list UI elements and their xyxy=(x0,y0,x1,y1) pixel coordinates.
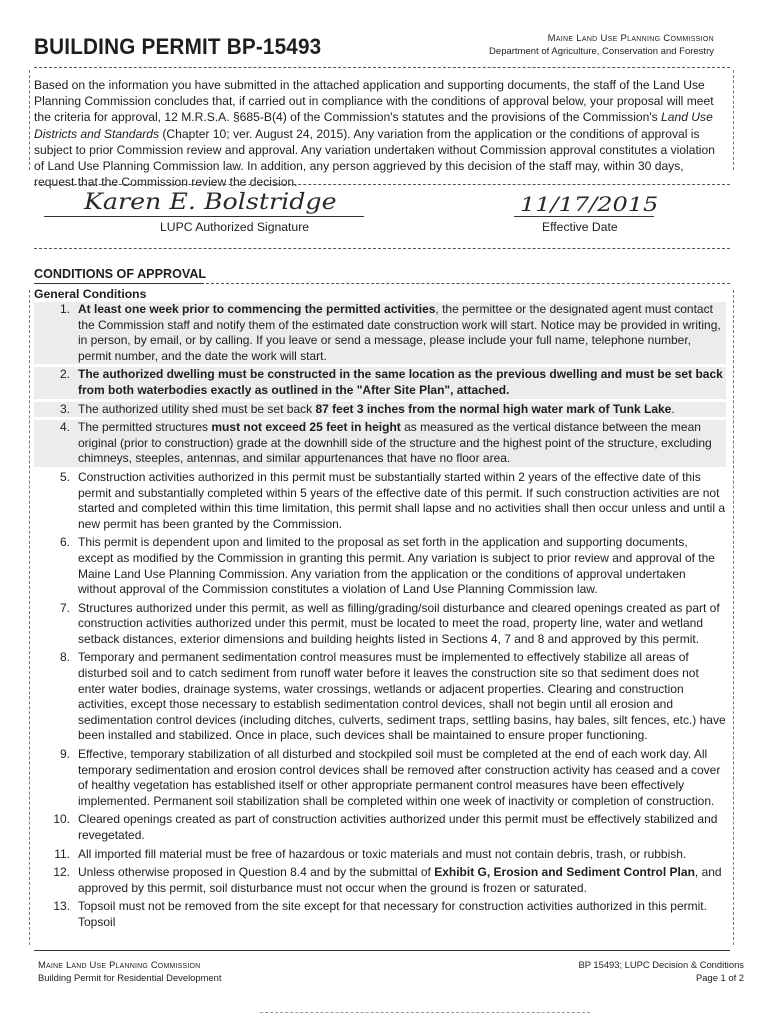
margin-rule xyxy=(733,70,734,170)
margin-rule xyxy=(29,70,30,170)
handwritten-date: 11/17/2015 xyxy=(520,192,659,216)
conditions-heading: CONDITIONS OF APPROVAL xyxy=(34,267,207,281)
divider xyxy=(206,283,730,284)
margin-rule xyxy=(733,290,734,945)
date-label: Effective Date xyxy=(542,220,618,234)
agency-name: Maine Land Use Planning Commission xyxy=(547,33,714,44)
heading-underline xyxy=(34,283,204,284)
footer-right xyxy=(578,958,744,984)
signature-line xyxy=(44,216,364,217)
conditions-list xyxy=(34,302,726,929)
signature-label: LUPC Authorized Signature xyxy=(160,220,310,234)
general-conditions-heading: General Conditions xyxy=(34,287,147,301)
scan-edge xyxy=(260,1012,590,1013)
divider xyxy=(34,184,730,185)
condition-item: 6. This permit is dependent upon and limited to the proposal as set forth in the application and supporting documents, except as modified by the Commission in granting this permit. Any variation is subject to prior review and approval of the Maine Land Use Planning Commission. Any variation from the application or the conditions of approval undertaken without approval of the Commission constitutes a violation of Land Use Planning Commission law. xyxy=(59,535,715,597)
agency-header xyxy=(489,32,714,58)
handwritten-signature: Karen E. Bolstridge xyxy=(84,190,337,215)
condition-item: 4. The permitted structures must not exceed 25 feet in height as measured as the vertical distance between the mean original (prior to construction) grade at the downhill side of the structure and the highest point of the structure, excluding chimneys, steeples, antennas, and similar appurtenances that have no floor area. xyxy=(34,420,726,467)
permit-title: BUILDING PERMIT BP-15493 xyxy=(34,34,322,59)
condition-item: 1. At least one week prior to commencing the permitted activities, the permittee or the designated agent must contact the Commission staff and notify them of the estimated date construction work will start. Notice may be provided in writing, in person, by email, or by calling. If you leave or send a message, please include your full name, telephone number, permit number, and the date the work will start. xyxy=(34,302,726,364)
condition-item: 9. Effective, temporary stabilization of all disturbed and stockpiled soil must be completed at the end of each work day. All temporary sedimentation and erosion control devices shall be removed after construction activity has ceased and a cover of healthy vegetation has established itself or other appropriate permanent control measures have been effectively implemented. Permanent soil stabilization shall be completed within one week of inactivity or completion of construction. xyxy=(59,747,721,808)
footer-doc-type: Building Permit for Residential Development xyxy=(38,972,222,983)
department-name: Department of Agriculture, Conservation and Forestry xyxy=(489,46,714,57)
condition-item: 2. The authorized dwelling must be constructed in the same location as the previous dwelling and must be set back from both waterbodies exactly as outlined in the "After Site Plan", attached. xyxy=(34,367,726,398)
footer-doc-ref: BP 15493; LUPC Decision & Conditions xyxy=(578,959,744,970)
condition-item: 12. Unless otherwise proposed in Question 8.4 and by the submittal of Exhibit G, Erosion and Sediment Control Plan, and approved by this permit, soil disturbance must not occur when the ground is frozen or saturated. xyxy=(53,865,722,895)
date-line xyxy=(514,216,654,217)
footer-agency: Maine Land Use Planning Commission xyxy=(38,959,201,970)
condition-item: 11. All imported fill material must be free of hazardous or toxic materials and must not contain debris, trash, or rubbish. xyxy=(54,846,687,861)
condition-item: 10. Cleared openings created as part of construction activities authorized under this permit must be effectively stabilized and revegetated. xyxy=(53,812,718,842)
margin-rule xyxy=(29,290,30,945)
divider xyxy=(34,248,730,249)
footer-left xyxy=(38,958,221,984)
condition-item: 7. Structures authorized under this permit, as well as filling/grading/soil disturbance and cleared openings created as part of construction activities authorized under this permit, must be located to meet the road, property line, water and wetland setback distances, exterior dimensions and building heights listed in Sections 4, 7 and 8 and approved by this permit. xyxy=(59,600,720,646)
permit-intro: Based on the information you have submitted in the attached application and supporting documents, the staff of the Land Use Planning Commission concludes that, if carried out in compliance with the conditions of approval below, your proposal will meet the criteria for approval, 12 M.R.S.A. §685-B(4) of the Commission's statutes and the provisions of the Commission's Land Use Districts and Standards (Chapter 10; ver. August 24, 2015). Any variation from the application or the conditions of approval is subject to prior Commission review and approval. Any variation undertaken without Commission approval constitutes a violation of Land Use Planning Commission law. In addition, any person aggrieved by this decision of the staff may, within 30 days, request that the Commission review the decision. xyxy=(34,78,715,190)
page-number: Page 1 of 2 xyxy=(696,972,744,983)
condition-item: 8. Temporary and permanent sedimentation control measures must be implemented to effectively stabilize all areas of disturbed soil and to catch sediment from runoff water before it leaves the construction site so that sediment does not enter water bodies, drainage systems, water crossings, wetlands or adjacent properties. Clearing and construction activities, except those necessary to establish sedimentation control devices, shall not begin until all erosion and sedimentation control devices (including ditches, culverts, sediment traps, settling basins, hay bales, silt fences, etc.) have been installed and stabilized. Once in place, such devices shall be maintained to ensure proper functioning. xyxy=(59,650,726,743)
condition-item: 5. Construction activities authorized in this permit must be substantially started within 2 years of the effective date of this permit and substantially completed within 5 years of the effective date of this permit. If such construction activities are not started and completed within this time limitation, this permit shall lapse and no activities shall then occur unless and until a new permit has been granted by the Commission. xyxy=(59,469,725,531)
footer-rule xyxy=(34,950,730,951)
condition-item: 13. Topsoil must not be removed from the site except for that necessary for construction activities authorized in this permit. Topsoil xyxy=(53,899,707,929)
signature-block xyxy=(34,190,726,244)
divider xyxy=(34,67,730,68)
condition-item: 3. The authorized utility shed must be set back 87 feet 3 inches from the normal high water mark of Tunk Lake. xyxy=(34,402,726,418)
